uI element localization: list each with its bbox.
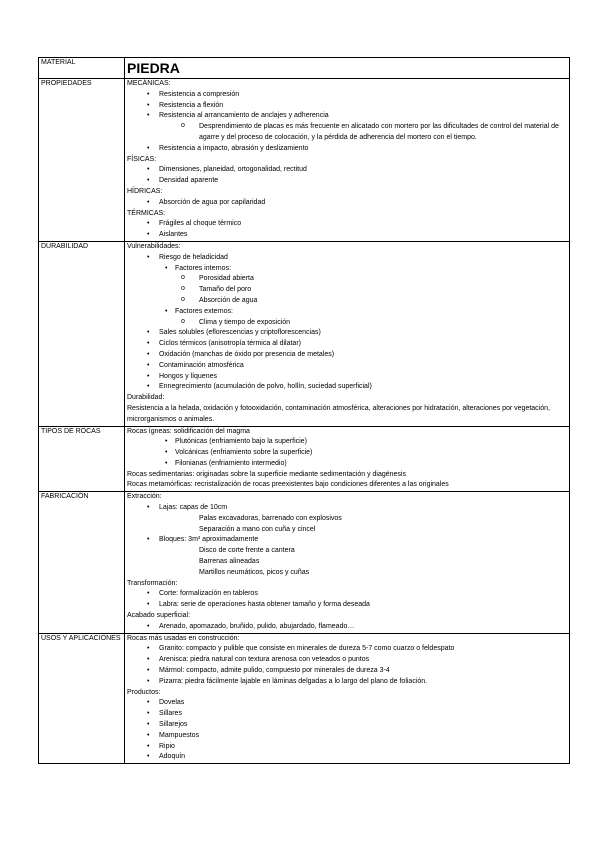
list-item: • Sillares [127, 709, 567, 720]
heading-hidricas: HÍDRICAS: [127, 187, 163, 195]
list-item: • Sales solubles (eflorescencias y criptoflorescencias) [127, 328, 567, 339]
heading-rocas-usadas: Rocas más usadas en construcción: [127, 634, 240, 642]
heading-mecanicas: MECÁNICAS: [127, 80, 171, 87]
list-subitem: • Factores externos: [127, 307, 567, 318]
content-usos [125, 633, 570, 764]
heading-fisicas: FÍSICAS: [127, 155, 157, 163]
list-item: • Resistencia al arrancamiento de anclajes y adherencia [127, 111, 567, 122]
list-item: • Ciclos térmicos (anisotropía térmica al dilatar) [127, 339, 567, 350]
durabilidad-text: Resistencia a la helada, oxidación y fotooxidación, contaminación atmosférica, alteraciones por hidratación, alteraciones por vegetación, microrganismos o animales. [127, 404, 550, 423]
list-item: • Arenisca: piedra natural con textura arenosa con veteados o puntos [127, 655, 567, 666]
list-item: • Resistencia a compresión [127, 90, 567, 101]
list-item: • Riesgo de heladicidad [127, 253, 567, 264]
list-item: • Dovelas [127, 698, 567, 709]
heading-durabilidad: Durabilidad: [127, 394, 165, 402]
list-item: • Frágiles al choque térmico [127, 219, 567, 230]
content-tipos [125, 426, 570, 492]
list-item: • Volcánicas (enfriamiento sobre la superficie) [127, 448, 567, 459]
material-value: PIEDRA [125, 58, 570, 79]
list-item: • Mármol: compacto, admite pulido, compuesto por minerales de dureza 3-4 [127, 666, 567, 677]
row-durabilidad [39, 241, 570, 426]
list-item: • Bloques: 3m³ aproximadamente [127, 535, 567, 546]
list-item: • Densidad aparente [127, 176, 567, 187]
heading-igneas: Rocas ígneas: solidificación del magma [127, 427, 250, 435]
list-subitem: Martillos neumáticos, picos y cuñas [199, 568, 310, 576]
list-subsubitem: o Clima y tiempo de exposición [127, 318, 567, 329]
text-sedimentarias: Rocas sedimentarias: originadas sobre la superficie mediante sedimentación y diagénesis [127, 470, 406, 478]
list-item: • Contaminación atmosférica [127, 361, 567, 372]
row-fabricacion [39, 492, 570, 633]
heading-termicas: TÉRMICAS: [127, 209, 166, 217]
header-row [39, 58, 570, 79]
list-item: • Oxidación (manchas de óxido por presencia de metales) [127, 350, 567, 361]
text-metamorficas: Rocas metamórficas: recristalización de rocas preexistentes bajo condiciones diferentes a las originales [127, 481, 449, 489]
list-item: • Sillarejos [127, 720, 567, 731]
heading-vulnerabilidades: Vulnerabilidades: [127, 242, 181, 250]
material-table [38, 57, 570, 764]
list-subsubitem: o Absorción de agua [127, 296, 567, 307]
list-item: • Resistencia a impacto, abrasión y deslizamiento [127, 144, 567, 155]
list-item: • Labra: serie de operaciones hasta obtener tamaño y forma deseada [127, 600, 567, 611]
list-item: • Mampuestos [127, 731, 567, 742]
list-subitem: Barrenas alineadas [199, 558, 260, 566]
label-tipos: TIPOS DE ROCAS [39, 426, 125, 492]
list-subsubitem: o Tamaño del poro [127, 285, 567, 296]
heading-extraccion: Extracción: [127, 493, 162, 501]
list-item: • Arenado, apomazado, bruñido, pulido, abujardado, flameado… [127, 622, 567, 633]
heading-transformacion: Transformación: [127, 579, 178, 587]
list-item: • Aislantes [127, 230, 567, 241]
list-item: • Granito: compacto y pulible que consiste en minerales de dureza 5-7 como cuarzo o feldespato [127, 644, 567, 655]
list-item: • Lajas: capas de 10cm [127, 503, 567, 514]
heading-acabado: Acabado superficial: [127, 612, 191, 620]
list-item: • Ennegrecimiento (acumulación de polvo, hollín, suciedad superficial) [127, 382, 567, 393]
row-usos [39, 633, 570, 764]
label-usos: USOS Y APLICACIONES [39, 633, 125, 764]
list-item: • Ripio [127, 742, 567, 753]
list-subitem: Palas excavadoras, barrenado con explosivos [199, 514, 342, 522]
content-durabilidad [125, 241, 570, 426]
heading-productos: Productos: [127, 688, 161, 696]
label-fabricacion: FABRICACIÓN [39, 492, 125, 633]
label-durabilidad: DURABILIDAD [39, 241, 125, 426]
label-propiedades: PROPIEDADES [39, 79, 125, 242]
list-subsubitem: o Porosidad abierta [127, 274, 567, 285]
list-subitem: • Factores internos: [127, 264, 567, 275]
list-subitem: o Desprendimiento de placas es más frecuente en alicatado con mortero por las dificultades de control del material de agarre y del proceso de colocación, y la pérdida de adherencia del mortero con el tiempo. [127, 122, 567, 144]
material-label: MATERIAL [39, 58, 125, 79]
list-item: • Corte: formalización en tableros [127, 589, 567, 600]
content-propiedades [125, 79, 570, 242]
row-propiedades [39, 79, 570, 242]
row-tipos [39, 426, 570, 492]
list-item: • Pizarra: piedra fácilmente lajable en láminas delgadas a lo largo del plano de foliación. [127, 677, 567, 688]
list-item: • Adoquín [127, 752, 567, 763]
list-item: • Resistencia a flexión [127, 101, 567, 112]
list-subitem: Separación a mano con cuña y cincel [199, 525, 316, 533]
list-item: • Plutónicas (enfriamiento bajo la superficie) [127, 437, 567, 448]
list-item: • Filonianas (enfriamiento intermedio) [127, 459, 567, 470]
list-item: • Dimensiones, planeidad, ortogonalidad, rectitud [127, 165, 567, 176]
list-subitem: Disco de corte frente a cantera [199, 547, 295, 555]
list-item: • Absorción de agua por capilaridad [127, 198, 567, 209]
list-item: • Hongos y líquenes [127, 372, 567, 383]
content-fabricacion [125, 492, 570, 633]
